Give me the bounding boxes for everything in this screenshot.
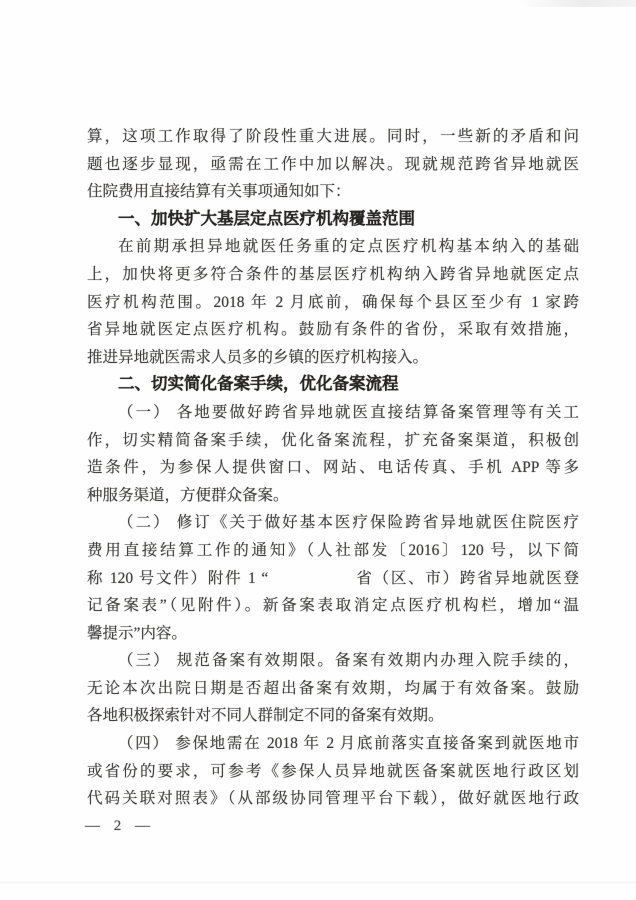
- document-text-line: 各地积极探索针对不同人群制定不同的备案有效期。: [87, 707, 444, 725]
- document-text-line: 馨提示”内容。: [87, 624, 187, 642]
- document-text-line: 作，切实精简备案手续，优化备案流程，扩充备案渠道，积极创: [87, 431, 579, 449]
- section-heading: 二、切实简化备案手续，优化备案流程: [118, 375, 399, 394]
- page-number: — 2 —: [85, 818, 155, 834]
- document-text-line: 费用直接结算工作的通知》（人社部发〔2016〕120 号，以下简: [87, 541, 579, 559]
- document-text-line: 算，这项工作取得了阶段性重大进展。同时，一些新的矛盾和问: [87, 128, 579, 145]
- document-text-line: 在前期承担异地就医任务重的定点医疗机构基本纳入的基础: [118, 238, 579, 256]
- document-text-line: （三） 规范备案有效期限。备案有效期内办理入院手续的，: [118, 652, 579, 670]
- document-text-line: 省异地就医定点医疗机构。鼓励有条件的省份，采取有效措施，: [87, 321, 579, 339]
- document-text-line: 记备案表”（见附件）。新备案表取消定点医疗机构栏，增加“温: [87, 597, 579, 615]
- section-heading: 一、加快扩大基层定点医疗机构覆盖范围: [118, 209, 415, 228]
- document-text-line: （二） 修订《关于做好基本医疗保险跨省异地就医住院医疗: [118, 514, 579, 532]
- document-text-block: [87, 123, 579, 813]
- document-text-line: 医疗机构范围。2018 年 2 月底前，确保每个县区至少有 1 家跨: [87, 293, 579, 311]
- document-text-line: 种服务渠道，方便群众备案。: [87, 486, 289, 504]
- document-text-line: 上，加快将更多符合条件的基层医疗机构纳入跨省异地就医定点: [87, 265, 579, 283]
- document-text-line: 代码关联对照表》（从部级协同管理平台下载），做好就医地行政: [87, 790, 579, 808]
- scan-artifact-smudge: [518, 0, 636, 7]
- document-text-line: 造条件，为参保人提供窗口、网站、电话传真、手机 APP 等多: [87, 459, 579, 477]
- document-text-line: 推进异地就医需求人员多的乡镇的医疗机构接入。: [87, 348, 429, 366]
- document-text-line: 或省份的要求，可参考《参保人员异地就医备案就医地行政区划: [87, 762, 579, 780]
- document-text-line: （一） 各地要做好跨省异地就医直接结算备案管理等有关工: [118, 403, 579, 421]
- document-text-line: 住院费用直接结算有关事项通知如下：: [87, 183, 351, 201]
- document-text-line: （四） 参保地需在 2018 年 2 月底前落实直接备案到就医地市: [118, 735, 579, 753]
- scan-artifact-band: [0, 881, 636, 884]
- document-text-line: 称 120 号文件）附件 1 “ 省（区、市）跨省异地就医登: [87, 569, 579, 587]
- document-text-line: 题也逐步显现，亟需在工作中加以解决。现就规范跨省异地就医: [87, 155, 579, 173]
- document-text-line: 无论本次出院日期是否超出备案有效期，均属于有效备案。鼓励: [87, 679, 579, 697]
